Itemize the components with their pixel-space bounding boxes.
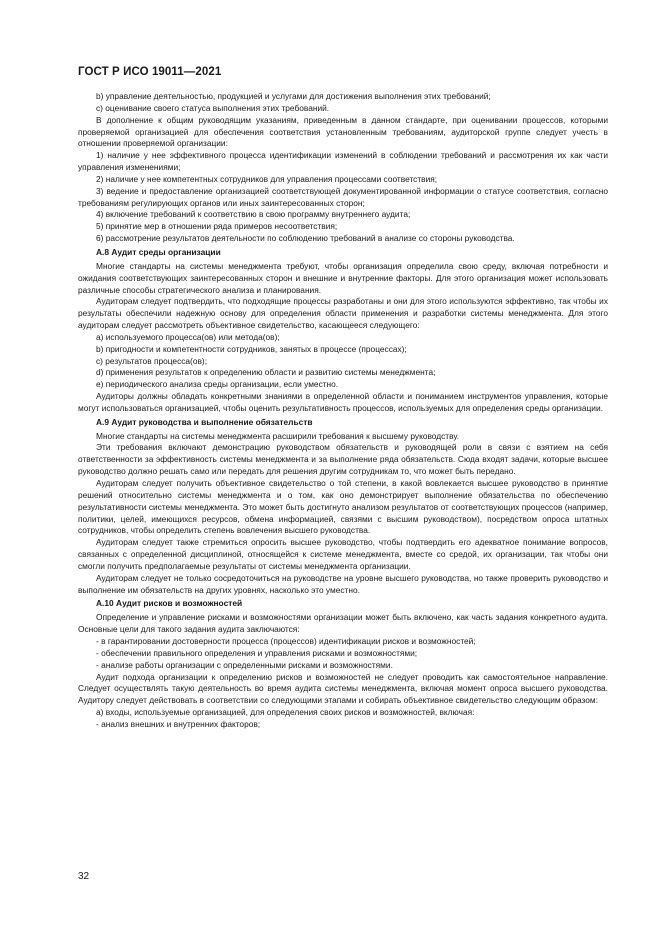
paragraph: Аудиторы должны обладать конкретными знаниями в определенной области и пониманием инструментов управления, которые могут использоваться организацией, чтобы оценить результативность процессов, используемых для определения среды организации. xyxy=(78,391,608,413)
paragraph: d) применения результатов к определению области и развитию системы менеджмента; xyxy=(96,367,436,378)
paragraph: Аудиторам следует получить объективное свидетельство о той степени, в какой вовлекается высшее руководство в принятие решений относительно системы менеджмента и о том, как оно демонстрирует выполнение обязательства по обеспечению результативности системы менеджмента. Это может быть достигнуто анализом результатов от соответствующих процессов (например, политики, целей, имеющихся ресурсов, обмена информацией, связями с высшим руководством), посредством опроса штатных сотрудников, чтобы определить степень вовлечения высшего руководства. xyxy=(78,478,608,536)
paragraph: Аудиторам следует также стремиться опросить высшее руководство, чтобы подтвердить его адекватное понимание вопросов, связанных с определенной дисциплиной, относящейся к системе менеджмента, вместе со средой, их организации, так чтобы они смогли получить предполагаемые результаты от системы менеджмента организации. xyxy=(78,537,608,571)
paragraph: e) периодического анализа среды организации, если уместно. xyxy=(96,379,339,390)
paragraph: - анализе работы организации с определенными рисками и возможностями. xyxy=(96,659,393,670)
paragraph: b) управление деятельностью, продукцией и услугами для достижения выполнения этих требований; xyxy=(96,91,491,101)
paragraph: Аудиторам следует подтвердить, что подходящие процессы разработаны и они для этого используются эффективно, так чтобы их результаты обеспечили надежную основу для определения области применения и разработки системы менеджмента. Для этого аудиторам следует рассмотреть объективное свидетельство, касающееся следующего: xyxy=(78,296,608,331)
section-heading: А.9 Аудит руководства и выполнение обязательств xyxy=(96,416,313,427)
paragraph: a) входы, используемые организацией, для определения своих рисков и возможностей, включая: xyxy=(96,707,475,718)
page-header-title: ГОСТ Р ИСО 19011—2021 xyxy=(78,66,222,78)
paragraph: b) пригодности и компетентности сотрудников, занятых в процессе (процессах); xyxy=(96,343,407,354)
paragraph: 6) рассмотрение результатов деятельности по соблюдению требований в анализе со стороны руководства. xyxy=(96,233,515,244)
paragraph: Эти требования включают демонстрацию руководством обязательств и руководящей роли в связи с взятием на себя ответственности за эффективность системы менеджмента и за выполнение ряда обязательств. Сюда входят задачи, которые высшее руководство должно решать само или передать для решения другим сотрудникам то, что может быть передано. xyxy=(78,442,608,477)
page-number: 32 xyxy=(78,871,90,882)
paragraph: - в гарантировании достоверности процесса (процессов) идентификации рисков и возможностей; xyxy=(96,635,476,646)
paragraph: a) используемого процесса(ов) или метода(ов); xyxy=(96,331,280,342)
paragraph: - анализ внешних и внутренних факторов; xyxy=(96,718,261,729)
paragraph: Многие стандарты на системы менеджмента расширили требования к высшему руководству. xyxy=(96,430,460,441)
paragraph: 1) наличие у нее эффективного процесса идентификации изменений в соблюдении требований и рассмотрения их как части управления изменениями; xyxy=(78,150,608,173)
paragraph: - обеспечении правильного определения и управления рисками и возможностями; xyxy=(96,647,418,658)
paragraph: 2) наличие у нее компетентных сотрудников для управления процессами соответствия; xyxy=(96,173,438,184)
paragraph: 3) ведение и предоставление организацией соответствующей документированной информации о статусе соответствия, согласно требованиям регулирующих органов или иных заинтересованных сторон; xyxy=(78,185,608,208)
paragraph: 4) включение требований к соответствию в свою программу внутреннего аудита; xyxy=(96,209,411,220)
paragraph: Определение и управление рисками и возможностями организации может быть включено, как часть задания конкретного аудита. Основные цели для такого задания аудита заключаются: xyxy=(78,612,608,635)
section-heading: А.10 Аудит рисков и возможностей xyxy=(96,598,243,609)
paragraph: В дополнение к общим руководящим указаниям, приведенным в данном стандарте, при оценивании процессов, которыми проверяемой организацией для обеспечения соответствия установленным требованиям, аудиторской группе следует учесть в отношении проверяемой организации: xyxy=(78,114,608,149)
paragraph: c) оценивание своего статуса выполнения этих требований. xyxy=(96,102,330,113)
paragraph: Многие стандарты на системы менеджмента требуют, чтобы организация определила свою среду, включая потребности и ожидания соответствующих заинтересованных сторон и внешние и внутренние факторы. Для этого организация может использовать различные способы стратегического анализа и планирования. xyxy=(78,260,608,295)
paragraph: Аудит подхода организации к определению рисков и возможностей не следует проводить как самостоятельное направление. Следует осуществлять такую деятельность во время аудита системы менеджмента, включая момент опроса высшего руководства. Аудитору следует действовать в соответствии со следующими этапами и собирать объективное свидетельство следующим образом: xyxy=(78,671,608,706)
document-body xyxy=(78,91,608,731)
paragraph: Аудиторам следует не только сосредоточиться на руководстве на уровне высшего руководства, но также проверить руководство и выполнение им обязательств на других уровнях, насколько это уместно. xyxy=(78,572,608,595)
paragraph: c) результатов процесса(ов); xyxy=(96,355,208,366)
section-heading: А.8 Аудит среды организации xyxy=(96,246,221,257)
paragraph: 5) принятие мер в отношении ряда примеров несоответствия; xyxy=(96,221,338,232)
